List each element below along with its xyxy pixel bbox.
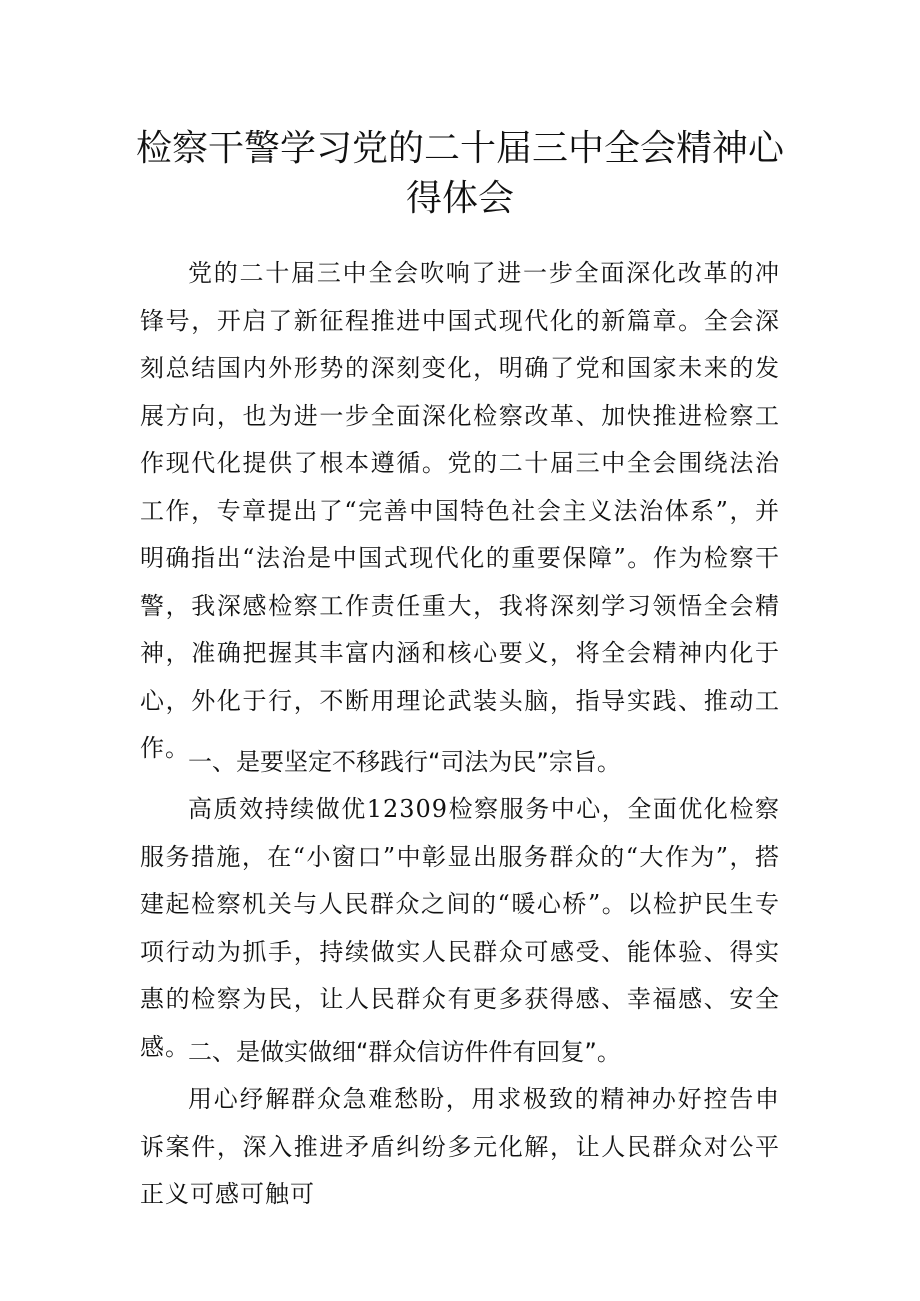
section-heading-2: 二、是做实做细“群众信访件件有回复”。	[188, 1038, 621, 1066]
body-paragraph-section-2: 用心纾解群众急难愁盼，用求极致的精神办好控告申诉案件，深入推进矛盾纠纷多元化解，让人民群众对公平正义可感可触可	[140, 1085, 780, 1208]
body-paragraph-intro: 党的二十届三中全会吹响了进一步全面深化改革的冲锋号，开启了新征程推进中国式现代化的新篇章。全会深刻总结国内外形势的深刻变化，明确了党和国家未来的发展方向，也为进一步全面深化检察改革、加快推进检察工作现代化提供了根本遵循。党的二十届三中全会围绕法治工作，专章提出了“完善中国特色社会主义法治体系”，并明确指出“法治是中国式现代化的重要保障”。作为检察干警，我深感检察工作责任重大，我将深刻学习领悟全会精神，准确把握其丰富内涵和核心要义，将全会精神内化于心，外化于行，不断用理论武装头脑，指导实践、推动工作。	[140, 259, 780, 762]
document-title: 检察干警学习党的二十届三中全会精神心得体会	[135, 128, 784, 219]
body-paragraph-section-1: 高质效持续做优12309检察服务中心，全面优化检察服务措施，在“小窗口”中彰显出服务群众的“大作为”，搭建起检察机关与人民群众之间的“暖心桥”。以检护民生专项行动为抓手，持续做实人民群众可感受、能体验、得实惠的检察为民，让人民群众有更多获得感、幸福感、安全感。	[140, 795, 780, 1061]
section-heading-1: 一、是要坚定不移践行“司法为民”宗旨。	[188, 748, 621, 776]
